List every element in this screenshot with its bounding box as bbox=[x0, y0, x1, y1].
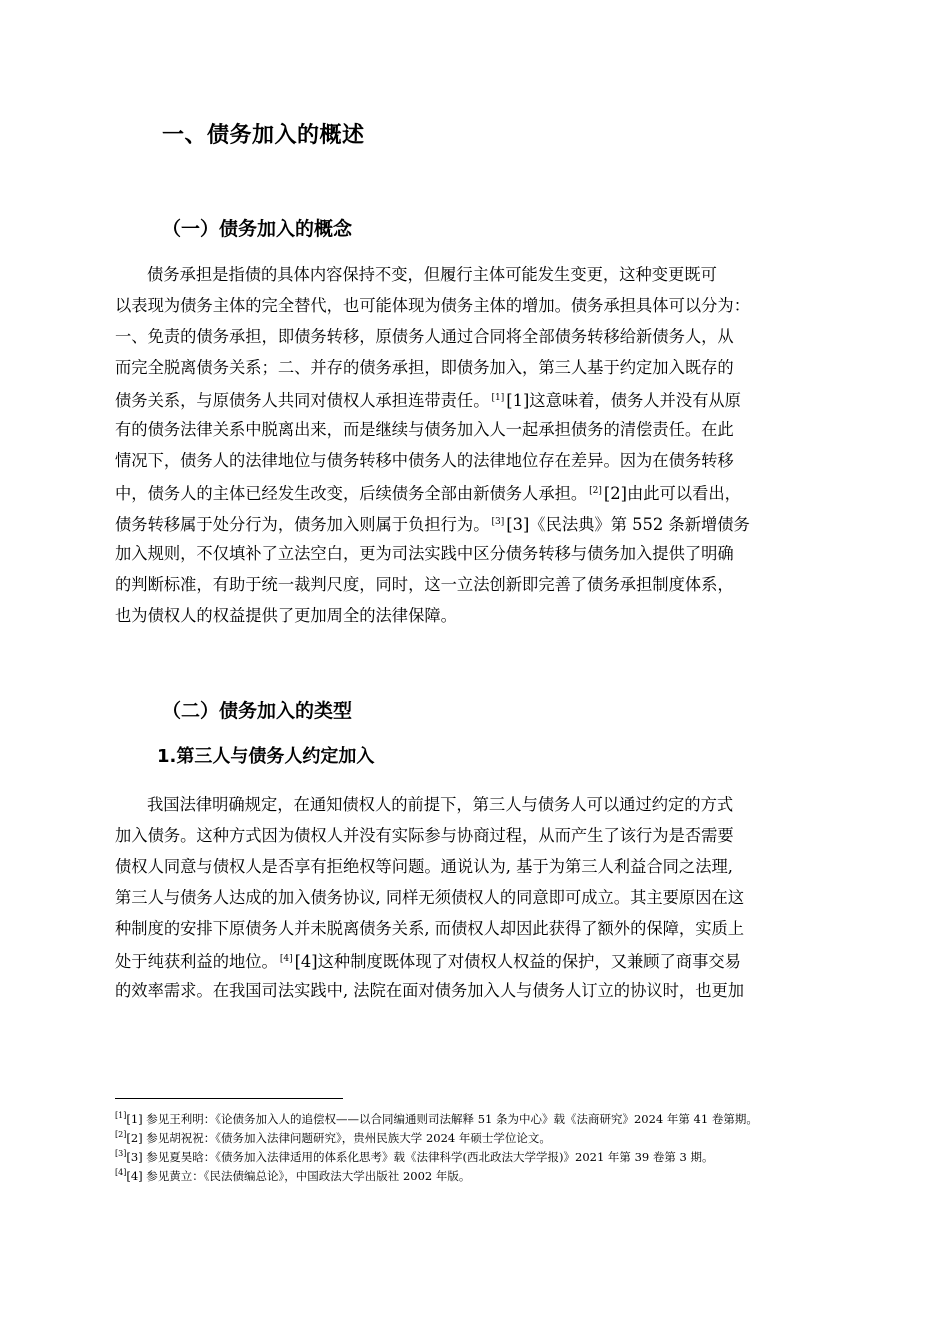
paragraph-line bbox=[115, 944, 850, 975]
paragraph-line bbox=[115, 476, 850, 507]
section-2-paragraph bbox=[115, 789, 850, 1006]
subsection-1-title: 1.第三人与债务人约定加入 bbox=[157, 746, 375, 767]
footnote-divider bbox=[115, 1098, 343, 1099]
footnote-ref-4[interactable]: [4] bbox=[279, 954, 293, 964]
paragraph-line: 债权人同意与债权人是否享有拒绝权等问题。通说认为, 基于为第三人利益合同之法理, bbox=[115, 857, 733, 876]
paragraph-line: 第三人与债务人达成的加入债务协议, 同样无须债权人的同意即可成立。其主要原因在这 bbox=[115, 888, 745, 907]
text-run: 中，债务人的主体已经发生改变，后续债务全部由新债务人承担。 bbox=[115, 484, 588, 503]
footnote-marker: [1] bbox=[115, 1111, 127, 1120]
paragraph-line bbox=[115, 383, 850, 414]
section-1-paragraph bbox=[115, 259, 850, 631]
paragraph-line: 的效率需求。在我国司法实践中, 法院在面对债务加入人与债务人订立的协议时，也更加 bbox=[115, 981, 745, 1000]
footnote-ref-2[interactable]: [2] bbox=[589, 486, 602, 496]
footnote-2 bbox=[115, 1127, 855, 1146]
paragraph-line bbox=[115, 507, 850, 538]
text-run: 债务转移属于处分行为，债务加入则属于负担行为。 bbox=[115, 515, 490, 534]
chapter-heading: 一、债务加入的概述 bbox=[162, 123, 365, 148]
footnote-1 bbox=[115, 1108, 855, 1127]
text-run: 处于纯获利益的地位。 bbox=[115, 952, 278, 971]
footnote-text: [1] 参见王利明：《论债务加入人的追偿权——以合同编通则司法解释 51 条为中心》载《法商研究》2024 年第 41 卷第期。 bbox=[126, 1112, 758, 1126]
paragraph-line: 种制度的安排下原债务人并未脱离债务关系, 而债权人却因此获得了额外的保障，实质上 bbox=[115, 919, 745, 938]
footnote-marker: [2] bbox=[115, 1130, 127, 1139]
paragraph-line: 一、免责的债务承担，即债务转移，原债务人通过合同将全部债务转移给新债务人，从 bbox=[115, 327, 734, 346]
footnote-ref-1[interactable]: [1] bbox=[491, 393, 505, 403]
footnote-text: [4] 参见黄立：《民法债编总论》，中国政法大学出版社 2002 年版。 bbox=[126, 1169, 471, 1183]
paragraph-line: 加入规则，不仅填补了立法空白，更为司法实践中区分债务转移与债务加入提供了明确 bbox=[115, 544, 734, 563]
paragraph-line: 以表现为债务主体的完全替代，也可能体现为债务主体的增加。债务承担具体可以分为： bbox=[115, 296, 750, 315]
footnote-text: [3] 参见夏昊晗：《债务加入法律适用的体系化思考》载《法律科学(西北政法大学学报)》2021 年第 39 卷第 3 期。 bbox=[126, 1150, 714, 1164]
paragraph-line: 债务承担是指债的具体内容保持不变，但履行主体可能发生变更，这种变更既可 bbox=[147, 265, 717, 284]
paragraph-line: 也为债权人的权益提供了更加周全的法律保障。 bbox=[115, 606, 457, 625]
footnote-marker: [3] bbox=[115, 1149, 127, 1158]
section-1-title: （一）债务加入的概念 bbox=[162, 218, 353, 240]
footnote-ref-3[interactable]: [3] bbox=[491, 517, 505, 527]
footnote-3 bbox=[115, 1146, 855, 1165]
footnote-marker: [4] bbox=[115, 1168, 127, 1177]
text-run: [3]《民法典》第 552 条新增债务 bbox=[506, 515, 750, 534]
text-run: [4]这种制度既体现了对债权人权益的保护，又兼顾了商事交易 bbox=[294, 952, 741, 971]
text-run: [1]这意味着，债务人并没有从原 bbox=[506, 391, 741, 410]
footnote-text: [2] 参见胡祝祝：《债务加入法律问题研究》，贵州民族大学 2024 年硕士学位论文。 bbox=[126, 1131, 551, 1145]
paragraph-line: 而完全脱离债务关系；二、并存的债务承担，即债务加入，第三人基于约定加入既存的 bbox=[115, 358, 734, 377]
paragraph-line: 有的债务法律关系中脱离出来，而是继续与债务加入人一起承担债务的清偿责任。在此 bbox=[115, 420, 734, 439]
paragraph-line: 情况下，债务人的法律地位与债务转移中债务人的法律地位存在差异。因为在债务转移 bbox=[115, 451, 734, 470]
paragraph-line: 加入债务。这种方式因为债权人并没有实际参与协商过程，从而产生了该行为是否需要 bbox=[115, 826, 734, 845]
text-run: 债务关系，与原债务人共同对债权人承担连带责任。 bbox=[115, 391, 490, 410]
paragraph-line: 我国法律明确规定，在通知债权人的前提下，第三人与债务人可以通过约定的方式 bbox=[147, 795, 734, 814]
footnotes bbox=[115, 1108, 855, 1184]
paragraph-line: 的判断标准，有助于统一裁判尺度，同时，这一立法创新即完善了债务承担制度体系， bbox=[115, 575, 734, 594]
section-2-title: （二）债务加入的类型 bbox=[162, 700, 353, 722]
footnote-4 bbox=[115, 1165, 855, 1184]
text-run: [2]由此可以看出， bbox=[603, 484, 741, 503]
